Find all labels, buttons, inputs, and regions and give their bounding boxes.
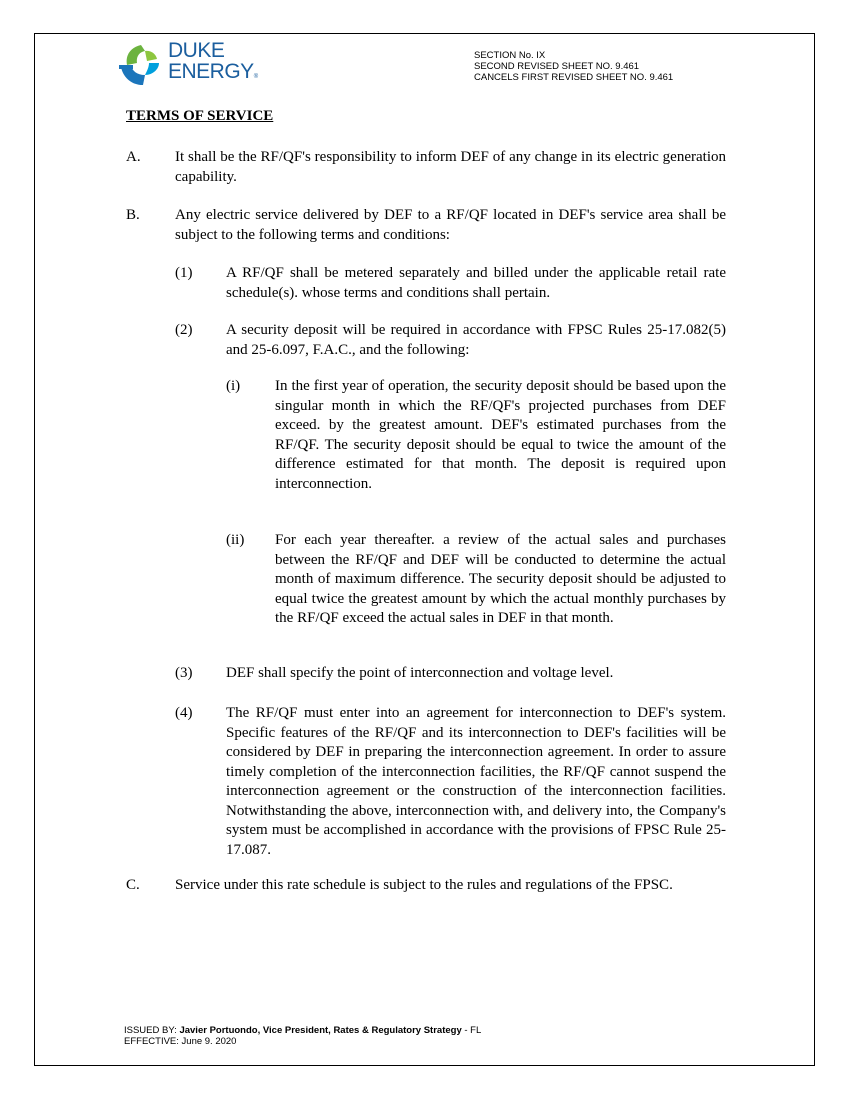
item-b-marker: B. (126, 207, 140, 223)
footer (124, 1025, 481, 1047)
item-b4-marker: (4) (175, 705, 193, 721)
sheet-header (474, 50, 673, 83)
item-b2i-text: In the first year of operation, the security deposit should be based upon the singular month in which the RF/QF's projected purchases from DEF exceed. by the greatest amount. DEF's estimated purchases from the RF/QF. The security deposit should be equal to twice the amount of the difference estimated for that month. The deposit is required upon interconnection. (275, 378, 726, 492)
section-number: SECTION No. IX (474, 50, 546, 61)
effective-date: EFFECTIVE: June 9. 2020 (124, 1036, 237, 1047)
item-c-marker: C. (126, 877, 140, 893)
page-title: TERMS OF SERVICE (126, 108, 274, 124)
issued-by-suffix: - FL (464, 1025, 482, 1036)
logo-wordmark (168, 40, 258, 88)
cancels-sheet: CANCELS FIRST REVISED SHEET NO. 9.461 (474, 72, 674, 83)
item-a-text: It shall be the RF/QF's responsibility to inform DEF of any change in its electric generation capability. (175, 149, 726, 185)
sheet-number: SECOND REVISED SHEET NO. 9.461 (474, 61, 640, 72)
issued-by-label: ISSUED BY: (124, 1025, 177, 1036)
issued-by-name: Javier Portuondo, Vice President, Rates & Regulatory Strategy (179, 1025, 462, 1036)
logo-line-duke: DUKE (168, 39, 225, 62)
item-b4-text: The RF/QF must enter into an agreement for interconnection to DEF's system. Specific features of the RF/QF and its interconnection to DEF's facilities will be considered by DEF in preparing the interconnection agreement. In order to assure timely completion of the interconnection facilities, the RF/QF cannot suspend the interconnection agreement or the construction of the interconnection facilities. Notwithstanding the above, interconnection with, and delivery into, the Company's system must be accomplished in accordance with the provisions of FPSC Rule 25-17.087. (226, 705, 726, 858)
item-b2ii-marker: (ii) (226, 532, 245, 548)
item-a-marker: A. (126, 149, 141, 165)
item-b3-marker: (3) (175, 665, 193, 681)
item-b1-marker: (1) (175, 265, 193, 281)
item-b2-text: A security deposit will be required in accordance with FPSC Rules 25-17.082(5) and 25-6.097, F.A.C., and the following: (226, 322, 726, 358)
item-b2-marker: (2) (175, 322, 193, 338)
item-b2i-marker: (i) (226, 378, 241, 394)
item-b-text: Any electric service delivered by DEF to a RF/QF located in DEF's service area shall be subject to the following terms and conditions: (175, 207, 726, 243)
item-b2ii-text: For each year thereafter. a review of the actual sales and purchases between the RF/QF and DEF will be conducted to determine the actual month of maximum difference. The security deposit should be adjusted to equal twice the greatest amount by which the actual monthly purchases by the RF/QF exceed the actual sales in DEF in that month. (275, 532, 726, 626)
item-c-text: Service under this rate schedule is subject to the rules and regulations of the FPSC. (175, 877, 673, 893)
logo-line-energy: ENERGY (168, 60, 254, 83)
item-b1-text: A RF/QF shall be metered separately and billed under the applicable retail rate schedule(s). whose terms and conditions shall pertain. (226, 265, 726, 301)
item-b3-text: DEF shall specify the point of interconnection and voltage level. (226, 665, 614, 681)
logo-registered-mark: ® (253, 74, 259, 80)
